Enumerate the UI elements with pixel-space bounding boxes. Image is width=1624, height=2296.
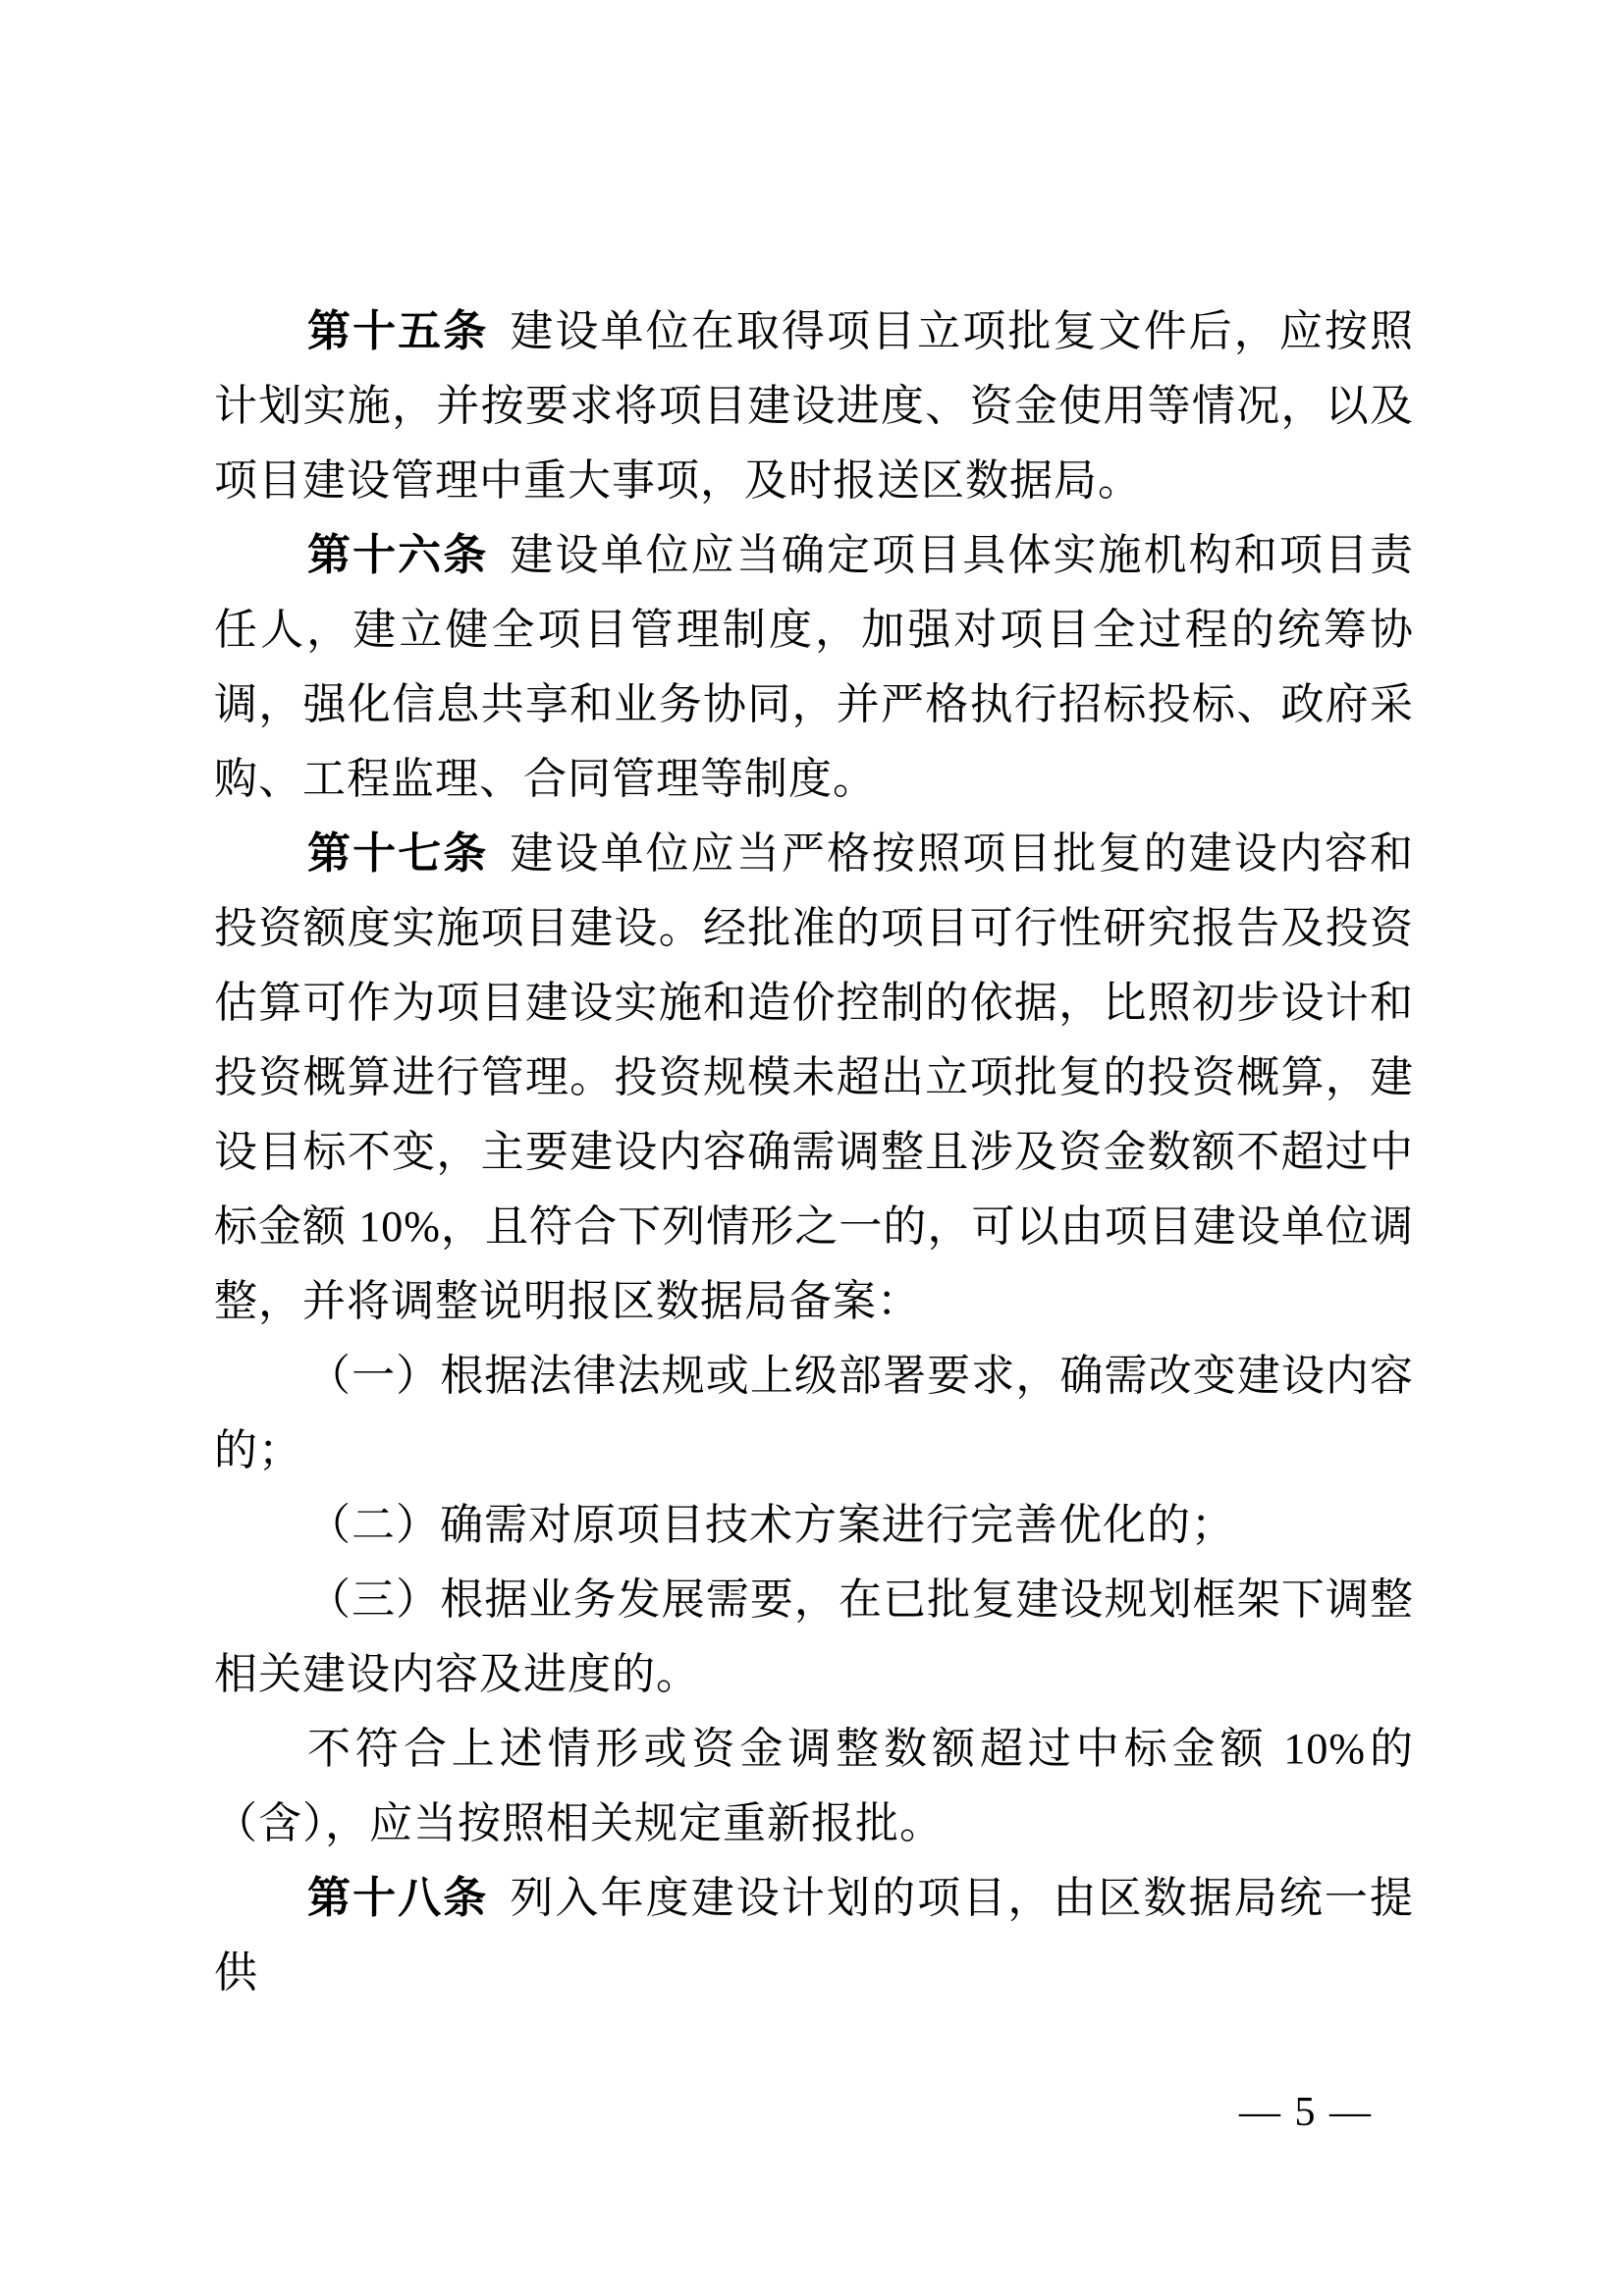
paragraph-article-18 bbox=[214, 1861, 1414, 2010]
paragraph-item-2 bbox=[214, 1488, 1414, 1563]
paragraph-text: 列入年度建设计划的项目，由区数据局统一提供 bbox=[214, 1874, 1415, 1997]
page-number: — 5 — bbox=[1239, 2090, 1373, 2135]
article-number: 第十五条 bbox=[307, 307, 489, 355]
paragraph-text: 建设单位在取得项目立项批复文件后，应按照计划实施，并按要求将项目建设进度、资金使用等情况，以及项目建设管理中重大事项，及时报送区数据局。 bbox=[214, 307, 1415, 505]
paragraph-text: （一）根据法律法规或上级部署要求，确需改变建设内容的； bbox=[214, 1352, 1414, 1474]
paragraph-text: 不符合上述情形或资金调整数额超过中标金额 10%的（含），应当按照相关规定重新报批。 bbox=[214, 1725, 1414, 1847]
paragraph-article-15 bbox=[214, 294, 1414, 518]
paragraph-text: （二）确需对原项目技术方案进行完善优化的； bbox=[307, 1501, 1235, 1549]
paragraph-article-16 bbox=[214, 518, 1414, 817]
article-number: 第十七条 bbox=[307, 829, 489, 878]
article-number: 第十六条 bbox=[307, 531, 489, 579]
paragraph-text: 建设单位应当确定项目具体实施机构和项目责任人，建立健全项目管理制度，加强对项目全过程的统筹协调，强化信息共享和业务协同，并严格执行招标投标、政府采购、工程监理、合同管理等制度。 bbox=[214, 531, 1415, 803]
document-body bbox=[214, 294, 1414, 2010]
paragraph-item-1 bbox=[214, 1339, 1414, 1488]
paragraph-text: （三）根据业务发展需要，在已批复建设规划框架下调整相关建设内容及进度的。 bbox=[214, 1575, 1414, 1698]
paragraph-item-3 bbox=[214, 1563, 1414, 1712]
paragraph-article-17 bbox=[214, 817, 1414, 1339]
paragraph-reapproval bbox=[214, 1712, 1414, 1861]
article-number: 第十八条 bbox=[307, 1874, 489, 1922]
paragraph-text: 建设单位应当严格按照项目批复的建设内容和投资额度实施项目建设。经批准的项目可行性研究报告及投资估算可作为项目建设实施和造价控制的依据，比照初步设计和投资概算进行管理。投资规模未超出立项批复的投资概算，建设目标不变，主要建设内容确需调整且涉及资金数额不超过中标金额 10%，且符合下列情形之一的，可以由项目建设单位调整，并将调整说明报区数据局备案： bbox=[214, 829, 1415, 1325]
